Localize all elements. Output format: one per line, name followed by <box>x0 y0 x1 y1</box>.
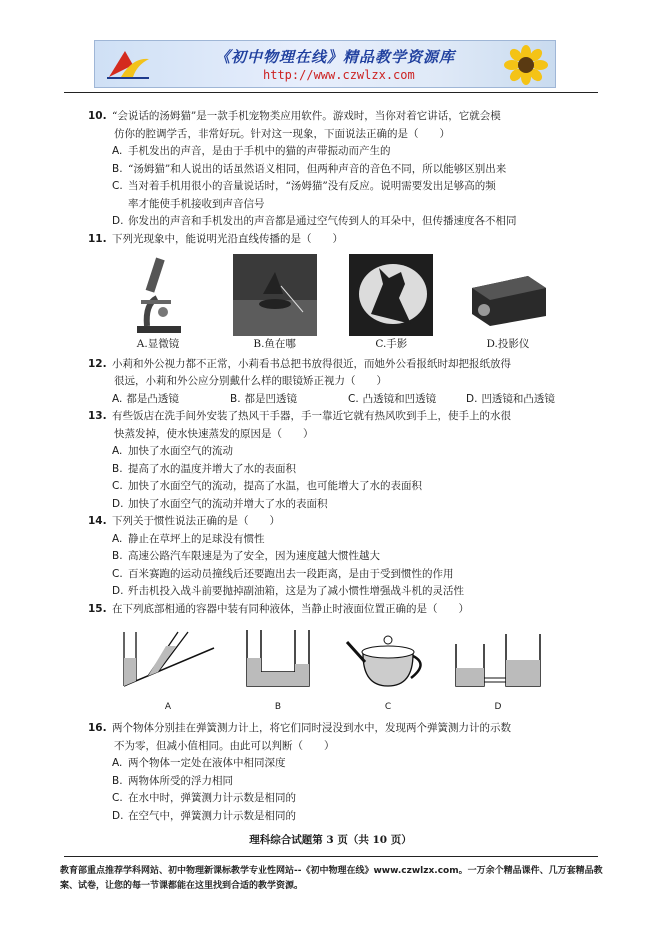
question-10: 10. “会说话的汤姆猫”是一款手机宠物类应用软件。游戏时，当你对着它讲话，它就会模 仿你的腔调学舌，非常好玩。针对这一现象，下面说法正确的是（ ） A. 手机发出的声音，是由于手机中的猫的声带振动而产生的 B. “汤姆猫”和人说出的话虽然语义相同，但两种声音的音色不同，所以能够区别出来 C. 当对着手机用很小的音量说话时，“汤姆猫”没有反应。说明需要发出足够高的频 率才能使手机接收到声音信号 D. 你发出的声音和手机发出的声音都是通过空气传到人的耳朵中，但传播速度各不相同 <box>88 108 588 231</box>
vessel-row <box>118 624 548 716</box>
picture-b: B.鱼在哪 <box>225 254 325 354</box>
exam-page <box>88 108 588 825</box>
footer-rule <box>64 856 598 857</box>
option-d: D. 在空气中，弹簧测力计示数是相同的 <box>112 809 296 822</box>
option-b: B. 都是凹透镜 <box>230 392 298 405</box>
question-stem-cont: 仿你的腔调学舌，非常好玩。针对这一现象，下面说法正确的是（ ） <box>114 127 450 140</box>
option-c: C. 在水中时，弹簧测力计示数是相同的 <box>112 792 296 804</box>
microscope-icon <box>127 254 189 336</box>
option-b: B. “汤姆猫”和人说出的话虽然语义相同，但两种声音的音色不同，所以能够区别出来 <box>112 162 507 175</box>
option-b: B. 提高了水的温度并增大了水的表面积 <box>112 462 296 475</box>
sunflower-icon <box>503 45 549 85</box>
question-15: 15. 在下列底部相通的容器中装有同种液体，当静止时液面位置正确的是（ ） A B C D <box>88 601 588 717</box>
option-c: C. 加快了水面空气的流动，提高了水温，也可能增大了水的表面积 <box>112 480 422 492</box>
option-a: A. 两个物体一定处在液体中相同深度 <box>112 757 286 769</box>
option-d: D. 歼击机投入战斗前要抛掉副油箱，这是为了减小惯性增强战斗机的灵活性 <box>112 585 464 597</box>
question-12: 12. 小莉和外公视力都不正常，小莉看书总把书放得很近，而她外公看报纸时却把报纸放得 很远，小莉和外公应分别戴什么样的眼镜矫正视力（ ） A. 都是凸透镜 B. 都是凹透镜 C. 凸透镜和凹透镜 D. 凹透镜和凸透镜 <box>88 356 588 409</box>
question-stem: “会说话的汤姆猫”是一款手机宠物类应用软件。游戏时，当你对着它讲话，它就会模 <box>112 110 501 122</box>
page-footer: 理科综合试题第 3 页（共 10 页） <box>249 834 412 846</box>
site-logo <box>103 47 153 81</box>
option-d: D. 加快了水面空气的流动并增大了水的表面积 <box>112 497 328 510</box>
vessel-d: D <box>448 624 548 716</box>
picture-c: C.手影 <box>341 254 441 354</box>
banner-title: 《初中物理在线》精品教学资源库 <box>215 48 456 66</box>
question-14: 14. 下列关于惯性说法正确的是（ ） A. 静止在草坪上的足球没有惯性 B. 高速公路汽车限速是为了安全，因为速度越大惯性越大 C. 百米赛跑的运动员撞线后还要跑出去一段距离，是由于受到惯性的作用 D. 歼击机投入战斗前要抛掉副油箱，这是为了减小惯性增强战斗机的灵活性 <box>88 513 588 601</box>
option-c: C. 当对着手机用很小的音量说话时，“汤姆猫”没有反应。说明需要发出足够高的频 率才能使手机接收到声音信号 <box>112 180 496 210</box>
option-a: A. 都是凸透镜 <box>112 392 179 405</box>
option-c: C. 百米赛跑的运动员撞线后还要跑出去一段距离，是由于受到惯性的作用 <box>112 567 454 580</box>
option-b: B. 高速公路汽车限速是为了安全，因为速度越大惯性越大 <box>112 550 380 562</box>
vessel-b: B <box>228 624 328 716</box>
question-11: 11. 下列光现象中，能说明光沿直线传播的是（ ） A.显微镜 B.鱼在哪 C.手影 D.投影仪 <box>88 231 588 354</box>
teapot-diagram <box>343 624 433 692</box>
picture-row <box>108 254 558 354</box>
fish-photo <box>233 254 317 336</box>
option-d: D. 你发出的声音和手机发出的声音都是通过空气传到人的耳朵中，但传播速度各不相同 <box>112 215 517 227</box>
picture-d: D.投影仪 <box>458 254 558 354</box>
footnote: 教育部重点推荐学科网站、初中物理新课标教学专业性网站--《初中物理在线》www.czwlzx.com。一万余个精品课件、几万套精品教案、试卷，让您的每一节课都能在这里找到合适的教学资源。 <box>60 866 603 891</box>
header-rule <box>64 92 598 93</box>
option-a: A. 手机发出的声音，是由于手机中的猫的声带振动而产生的 <box>112 145 391 157</box>
question-13: 13. 有些饭店在洗手间外安装了热风干手器，手一靠近它就有热风吹到手上，使手上的水很 快蒸发掉，使水快速蒸发的原因是（ ） A. 加快了水面空气的流动 B. 提高了水的温度并增大了水的表面积 C. 加快了水面空气的流动，提高了水温，也可能增大了水的表面积 D. 加快了水面空气的流动并增大了水的表面积 <box>88 408 588 513</box>
banner-url: http://www.czwlzx.com <box>263 68 415 82</box>
option-c: C. 凸透镜和凹透镜 <box>348 392 437 405</box>
option-d: D. 凹透镜和凸透镜 <box>466 392 555 405</box>
connected-vessels-diagram <box>448 624 548 692</box>
option-a: A. 加快了水面空气的流动 <box>112 445 233 457</box>
picture-a: A.显微镜 <box>108 254 208 354</box>
option-row <box>88 391 588 409</box>
hand-shadow-photo <box>349 254 433 336</box>
inclined-vessel-diagram <box>118 624 218 692</box>
u-tube-diagram <box>233 624 323 692</box>
question-16: 16. 两个物体分别挂在弹簧测力计上，将它们同时浸没到水中，发现两个弹簧测力计的示数 不为零，但减小值相同。由此可以判断（ ） A. 两个物体一定处在液体中相同深度 B. 两物体所受的浮力相同 C. 在水中时，弹簧测力计示数是相同的 D. 在空气中，弹簧测力计示数是相同的 <box>88 720 588 825</box>
vessel-a: A <box>118 624 218 716</box>
vessel-c: C <box>338 624 438 716</box>
projector-icon <box>466 254 550 336</box>
option-b: B. 两物体所受的浮力相同 <box>112 774 233 787</box>
option-a: A. 静止在草坪上的足球没有惯性 <box>112 532 265 545</box>
header-banner <box>94 40 556 88</box>
